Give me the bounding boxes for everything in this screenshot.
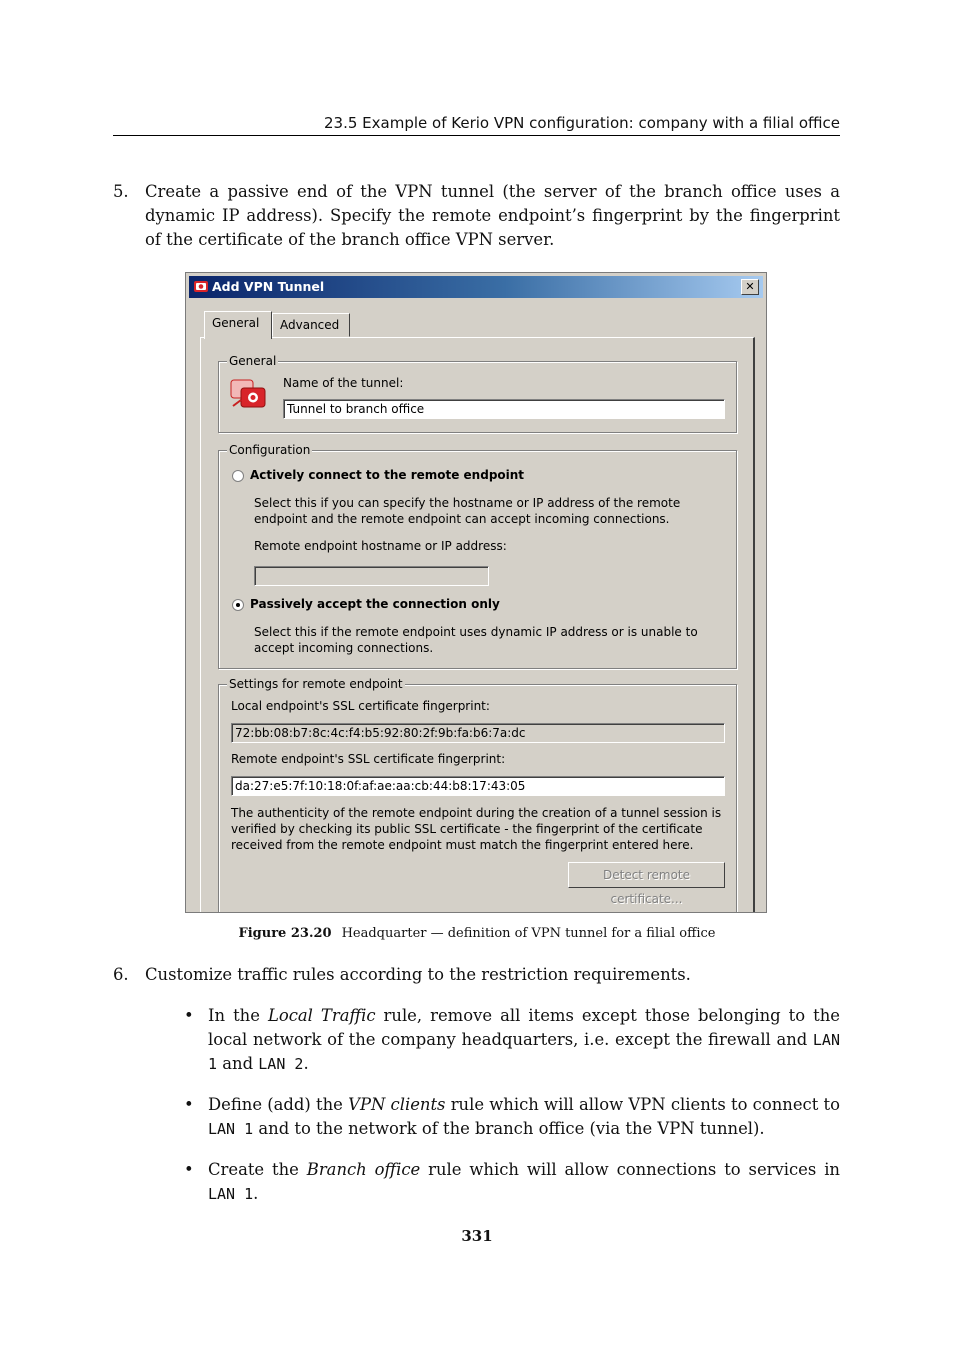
vpn-tunnel-icon [229,376,269,412]
local-fingerprint-label: Local endpoint's SSL certificate fingerprint: [231,699,490,713]
dialog-titlebar[interactable] [189,276,763,298]
local-fingerprint-field: 72:bb:08:b7:8c:4c:f4:b5:92:80:2f:9b:fa:b6:7a:dc [231,723,725,743]
passive-accept-description: Select this if the remote endpoint uses dynamic IP address or is unable to accept incoming connections. [254,625,698,655]
group-label: Configuration [229,443,311,457]
step-text: Customize traffic rules according to the restriction requirements. [145,965,691,984]
tab-panel-general [200,337,755,913]
tunnel-name-input[interactable]: Tunnel to branch office [283,399,725,419]
page-number: 331 [461,1227,493,1245]
tab-advanced[interactable]: Advanced [272,313,350,337]
hostname-label: Remote endpoint hostname or IP address: [254,539,507,553]
dialog-title: Add VPN Tunnel [212,279,325,294]
remote-fingerprint-input[interactable]: da:27:e5:7f:10:18:0f:af:ae:aa:cb:44:b8:17:43:05 [231,776,725,796]
rules-list [184,1004,840,1223]
passive-accept-radio[interactable] [232,599,244,611]
configuration-group [218,443,737,669]
list-item: • In the Local Traffic rule, remove all items except those belonging to the local network of the company headquarters, i.e. except the firewall and LAN 1 and LAN 2. [184,1006,840,1073]
figure-label: Figure 23.20 [238,926,332,941]
bullet-icon: • [184,1006,194,1025]
step-number: 6. [113,965,129,984]
list-item: • Create the Branch office rule which will allow connections to services in LAN 1. [184,1160,840,1203]
tab-general[interactable]: General [204,311,272,339]
bullet-icon: • [184,1160,194,1179]
group-label: Settings for remote endpoint [229,677,403,691]
detect-remote-certificate-button[interactable]: Detect remote certificate... [568,862,725,888]
step-5 [113,180,840,252]
close-button[interactable]: ✕ [741,279,759,295]
step-6 [113,963,840,987]
kerio-vpn-icon [193,279,209,295]
general-group [218,354,737,433]
passive-accept-label[interactable]: Passively accept the connection only [250,597,500,611]
active-connect-label[interactable]: Actively connect to the remote endpoint [250,468,525,482]
running-head: 23.5 Example of Kerio VPN configuration: company with a filial office [113,114,840,136]
step-number: 5. [113,182,129,201]
active-connect-radio[interactable] [232,470,244,482]
figure-text: Headquarter — definition of VPN tunnel for a filial office [341,926,716,941]
list-item: • Define (add) the VPN clients rule which will allow VPN clients to connect to LAN 1 and to the network of the branch office (via the VPN tunnel). [184,1095,840,1138]
active-connect-description: Select this if you can specify the hostname or IP address of the remote endpoint and the remote endpoint can accept incoming connections. [254,496,681,526]
group-label: General [229,354,277,368]
fingerprint-info: The authenticity of the remote endpoint during the creation of a tunnel session is verified by checking its public SSL certificate - the fingerprint of the certificate received from the remote endpoint must match the fingerprint entered here. [231,806,722,852]
add-vpn-tunnel-dialog [185,272,767,913]
figure-caption [0,926,954,941]
hostname-input[interactable] [254,566,489,586]
remote-endpoint-group [218,677,737,913]
remote-fingerprint-label: Remote endpoint's SSL certificate fingerprint: [231,752,506,766]
tunnel-name-label: Name of the tunnel: [283,376,404,390]
bullet-icon: • [184,1095,194,1114]
step-text: Create a passive end of the VPN tunnel (the server of the branch office uses a dynamic IP address). Specify the remote endpoint’s fingerprint by the fingerprint of the certificate of the branch office VPN server. [145,182,840,249]
